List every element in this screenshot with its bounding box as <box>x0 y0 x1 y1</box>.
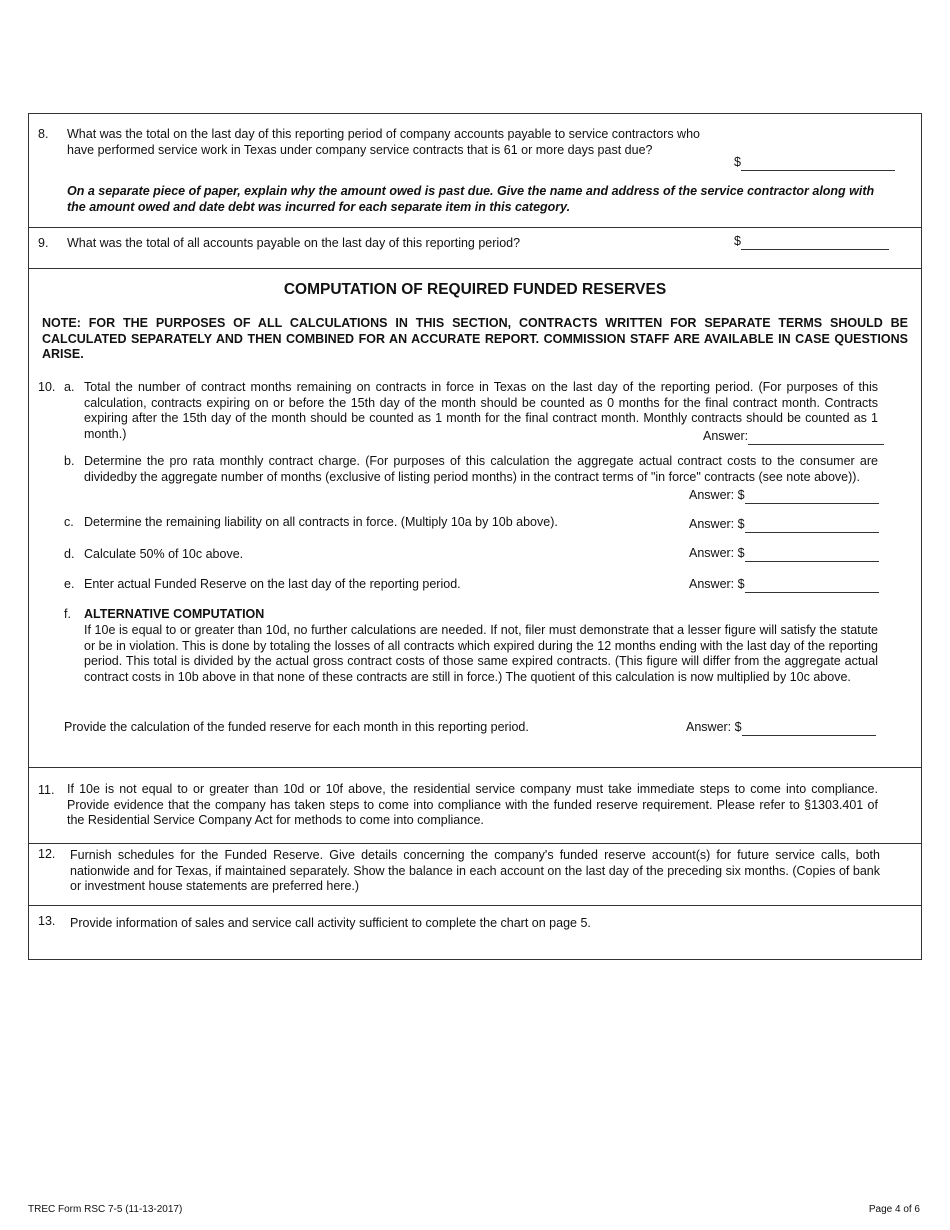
section-note: NOTE: FOR THE PURPOSES OF ALL CALCULATIONS IN THIS SECTION, CONTRACTS WRITTEN FOR SEPARATE TERMS SHOULD BE CALCULATED SEPARATELY AND THEN COMBINED FOR AN ACCURATE REPORT. COMMISSION STAFF ARE AVAILABLE IN CASE QUESTIONS ARISE. <box>42 316 908 361</box>
q8-answer <box>734 155 895 171</box>
q10-provide-text: Provide the calculation of the funded reserve for each month in this reporting period. <box>64 720 529 734</box>
footer-form-id: TREC Form RSC 7-5 (11-13-2017) <box>28 1204 183 1215</box>
q9-answer <box>734 234 889 250</box>
q12-number: 12. <box>38 847 56 861</box>
q10c-letter: c. <box>64 515 74 529</box>
q10d-answer-field[interactable] <box>745 548 879 562</box>
q9-number: 9. <box>38 236 49 250</box>
q8-text: What was the total on the last day of this reporting period of company accounts payable to service contractors who have performed service work in Texas under company service contracts that is 61 or more days past due? <box>67 127 700 157</box>
q8-currency: $ <box>734 155 741 169</box>
q10b-text: Determine the pro rata monthly contract charge. (For purposes of this calculation the aggregate actual contract costs to the consumer are dividedby the aggregate number of months (exclusive of listing period months) in the contract terms of "in force" contracts (see note above)). <box>84 454 878 484</box>
q10a-text: Total the number of contract months remaining on contracts in force in Texas on the last day of the reporting period. (For purposes of this calculation, contracts expiring on or before the 15th day of the month should be counted as 0 months for the final contract month. Contracts expiring after the 15th day of the month should be counted as 1 month for the final contract month. Monthly contracts should be counted as 1 month.) <box>84 380 878 441</box>
q10a-answer <box>703 429 884 445</box>
q10d-answer <box>689 546 879 562</box>
divider <box>28 767 922 768</box>
q8-instruction: On a separate piece of paper, explain why the amount owed is past due. Give the name and address of the service contractor along with the amount owed and date debt was incurred for each separate item in this category. <box>67 184 875 214</box>
divider <box>28 268 922 269</box>
q10e-text: Enter actual Funded Reserve on the last day of the reporting period. <box>84 577 461 591</box>
divider <box>28 905 922 906</box>
q9-answer-field[interactable] <box>741 236 889 250</box>
q10-number: 10. <box>38 380 56 394</box>
q10b-answer-field[interactable] <box>745 490 879 504</box>
q10d-letter: d. <box>64 547 75 561</box>
q10b-answer <box>689 488 879 504</box>
q10e-answer-label: Answer: $ <box>689 577 745 591</box>
q10-provide-answer-label: Answer: $ <box>686 720 742 734</box>
footer-page-number: Page 4 of 6 <box>868 1204 920 1215</box>
q10-provide-answer-field[interactable] <box>742 722 876 736</box>
q9-currency: $ <box>734 234 741 248</box>
q10-provide-answer <box>686 720 876 736</box>
q10f-text: If 10e is equal to or greater than 10d, no further calculations are needed. If not, filer must demonstrate that a lesser figure will satisfy the statute or be in violation. This is done by totaling the losses of all contracts which expired during the 12 months ending with the last day of the reporting period. This total is divided by the actual gross contract costs of those same expired contracts. (This figure will differ from the aggregate actual contract costs in 10b above in that none of these contracts are still in force.) The quotient of this calculation is now multiplied by 10c above. <box>84 623 878 684</box>
q10e-letter: e. <box>64 577 75 591</box>
q10a-answer-label: Answer: <box>703 429 749 443</box>
q8-answer-field[interactable] <box>741 157 895 171</box>
q10c-answer <box>689 517 879 533</box>
divider <box>28 843 922 844</box>
q13-number: 13. <box>38 914 56 928</box>
q10d-text: Calculate 50% of 10c above. <box>84 547 244 561</box>
q10a-answer-field[interactable] <box>748 431 884 445</box>
q11-number: 11. <box>38 783 55 797</box>
q10b-letter: b. <box>64 454 75 468</box>
q10f-letter: f. <box>64 607 71 621</box>
q10a-letter: a. <box>64 380 75 394</box>
q8-number: 8. <box>38 127 49 141</box>
divider <box>28 227 922 228</box>
q9-text: What was the total of all accounts payable on the last day of this reporting period? <box>67 236 521 250</box>
q10d-answer-label: Answer: $ <box>689 546 745 560</box>
q10e-answer <box>689 577 879 593</box>
q10c-text: Determine the remaining liability on all contracts in force. (Multiply 10a by 10b above). <box>84 515 558 529</box>
q13-text: Provide information of sales and service call activity sufficient to complete the chart on page 5. <box>70 916 591 930</box>
q10f-heading: ALTERNATIVE COMPUTATION <box>84 607 265 621</box>
q12-text: Furnish schedules for the Funded Reserve. Give details concerning the company's funded reserve account(s) for future service calls, both nationwide and for Texas, if maintained separately. Show the balance in each account on the last day of the preceding six months. (Copies of bank or investment house statements are preferred here.) <box>70 848 880 893</box>
q10c-answer-label: Answer: $ <box>689 517 745 531</box>
q11-text: If 10e is not equal to or greater than 10d or 10f above, the residential service company must take immediate steps to come into compliance. Provide evidence that the company has taken steps to come into compliance with the funded reserve requirement. Please refer to §1303.401 of the Residential Service Company Act for methods to come into compliance. <box>67 782 878 827</box>
section-title: COMPUTATION OF REQUIRED FUNDED RESERVES <box>283 281 667 298</box>
q10e-answer-field[interactable] <box>745 579 879 593</box>
q10b-answer-label: Answer: $ <box>689 488 745 502</box>
q10c-answer-field[interactable] <box>745 519 879 533</box>
